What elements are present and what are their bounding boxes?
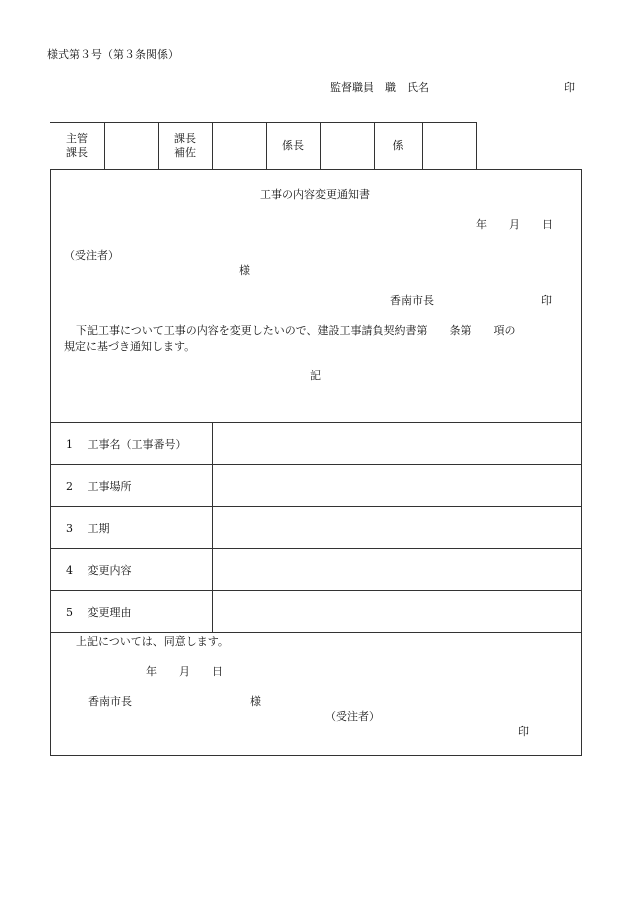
sender-seal-mark: 印 xyxy=(541,294,552,307)
item-label-change-reason: 5 変更理由 xyxy=(66,606,132,619)
item-label-project-name: 1 工事名（工事番号） xyxy=(66,438,187,451)
notice-body-line-1: 下記工事について工事の内容を変更したいので、建設工事請負契約書第 条第 項の xyxy=(76,324,516,337)
recipient-label: （受注者） xyxy=(64,249,119,262)
form-number-label: 様式第３号（第３条関係） xyxy=(47,48,179,61)
notice-date: 年 月 日 xyxy=(476,218,553,231)
notice-body-line-2: 規定に基づき通知します。 xyxy=(64,340,196,353)
approval-label-section-head: 係長 xyxy=(282,138,304,152)
sender-name: 香南市長 xyxy=(390,294,434,307)
item-label-change-content: 4 変更内容 xyxy=(66,564,132,577)
recipient-honorific: 様 xyxy=(239,264,250,277)
consent-date: 年 月 日 xyxy=(146,665,223,678)
approval-label-deputy: 課長 補佐 xyxy=(174,131,196,159)
approval-label-chief: 主管 課長 xyxy=(66,131,88,159)
supervisor-label: 監督職員 職 氏名 xyxy=(330,81,429,94)
approval-label-staff: 係 xyxy=(392,138,404,152)
item-label-location: 2 工事場所 xyxy=(66,480,132,493)
consent-addressee: 香南市長 xyxy=(88,695,132,708)
consent-honorific: 様 xyxy=(250,695,261,708)
consent-text: 上記については、同意します。 xyxy=(76,635,229,648)
ki-marker: 記 xyxy=(310,369,321,382)
contractor-seal-mark: 印 xyxy=(518,725,529,738)
contractor-label: （受注者） xyxy=(325,710,380,723)
notice-title: 工事の内容変更通知書 xyxy=(260,188,370,201)
supervisor-seal-mark: 印 xyxy=(564,81,575,94)
item-label-period: 3 工期 xyxy=(66,522,110,535)
